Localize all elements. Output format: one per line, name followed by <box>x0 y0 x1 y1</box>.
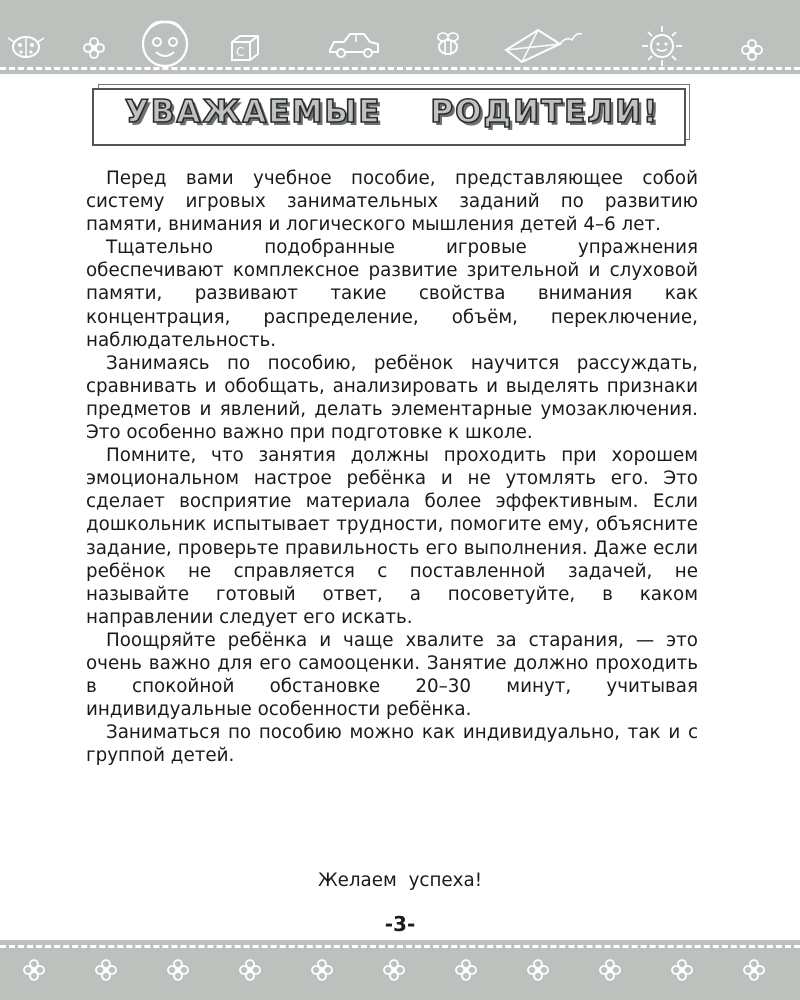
toy-block-icon <box>228 32 262 64</box>
flower-icon <box>598 958 622 982</box>
page-number: -3- <box>384 912 416 936</box>
flower-icon <box>94 958 118 982</box>
svg-text:C: C <box>236 45 245 59</box>
paragraph-5: Поощряйте ребёнка и чаще хвалите за старания, — это очень важно для его самооценки. Занятие должно проходить в спокойной обстановке 20–30 минут, учитывая индивидуальные особенности ребёнка. <box>86 629 698 721</box>
flower-icon <box>670 958 694 982</box>
flower-icon <box>740 38 764 62</box>
child-face-icon <box>132 14 198 70</box>
ladybug-icon <box>6 30 46 60</box>
flower-icon <box>382 958 406 982</box>
flower-icon <box>526 958 550 982</box>
paragraph-1: Перед вами учебное пособие, представляющее собой систему игровых занимательных заданий по развитию памяти, внимания и логического мышления детей 4–6 лет. <box>86 168 698 236</box>
flower-icon <box>22 958 46 982</box>
flower-icon <box>742 958 766 982</box>
paragraph-3: Занимаясь по пособию, ребёнок научится рассуждать, сравнивать и обобщать, анализировать и выделять признаки предметов и явлений, делать элементарные умозаключения. Это особенно важно при подготовке к школе. <box>86 352 698 444</box>
paragraph-4: Помните, что занятия должны проходить при хорошем эмоциональном настрое ребёнка и не утомлять его. Это сделает восприятие материала более эффективным. Если дошкольник испытывает трудности, помогите ему, объясните задание, проверьте правильность его выполнения. Даже если ребёнок не справляется с поставленной задачей, не называйте готовый ответ, а посоветуйте, в каком направлении следует его искать. <box>86 445 698 628</box>
title-frame <box>92 84 692 146</box>
flower-icon <box>238 958 262 982</box>
flower-icon <box>82 36 106 60</box>
bee-icon <box>432 30 464 58</box>
car-icon <box>326 30 382 60</box>
kite-icon <box>500 20 584 66</box>
top-decor-band <box>0 0 800 74</box>
closing-wish: Желаем успеха! <box>317 870 483 891</box>
flower-icon <box>310 958 334 982</box>
bottom-stitch-line <box>0 945 800 948</box>
sun-icon <box>640 24 684 68</box>
paragraph-2: Тщательно подобранные игровые упражнения обеспечивают комплексное развитие зрительной и слуховой памяти, развивают такие свойства внимания как концентрация, распределение, объём, переключение, наблюдательность. <box>86 237 698 351</box>
bottom-decor-band <box>0 940 800 1000</box>
body-text <box>86 167 698 767</box>
paragraph-6: Заниматься по пособию можно как индивидуально, так и с группой детей. <box>86 722 698 767</box>
page-title: УВАЖАЕМЫЕ РОДИТЕЛИ! <box>124 94 660 130</box>
flower-icon <box>166 958 190 982</box>
flower-icon <box>454 958 478 982</box>
